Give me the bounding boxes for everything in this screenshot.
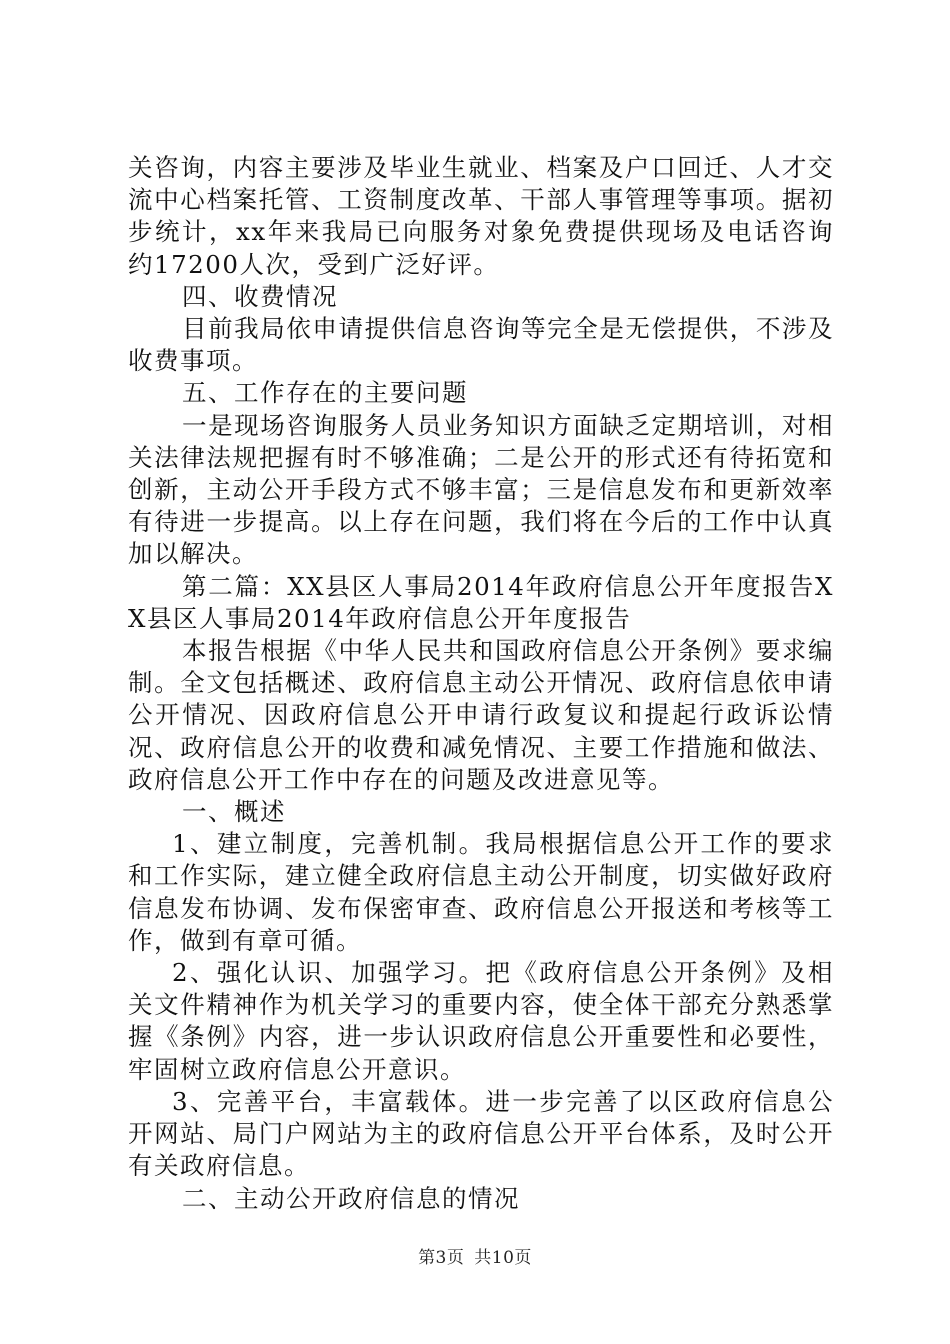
paragraph-report-intro: 本报告根据《中华人民共和国政府信息公开条例》要求编制。全文包括概述、政府信息主动公开情况、政府信息依申请公开情况、因政府信息公开申请行政复议和提起行政诉讼情况、政府信息公开的收费和减免情况、主要工作措施和做法、政府信息公开工作中存在的问题及改进意见等。 — [128, 636, 834, 794]
heading-second-report: 第二篇：XX县区人事局2014年政府信息公开年度报告XX县区人事局2014年政府信息公开年度报告 — [128, 571, 834, 633]
document-body — [128, 152, 834, 1215]
paragraph-item-3: 3、完善平台，丰富载体。进一步完善了以区政府信息公开网站、局门户网站为主的政府信息公开平台体系，及时公开有关政府信息。 — [128, 1086, 834, 1181]
heading-overview: 一、概述 — [182, 797, 286, 827]
paragraph-main-problems: 一是现场咨询服务人员业务知识方面缺乏定期培训，对相关法律法规把握有时不够准确；二是公开的形式还有待拓宽和创新，主动公开手段方式不够丰富；三是信息发布和更新效率有待进一步提高。以上存在问题，我们将在今后的工作中认真加以解决。 — [128, 410, 834, 569]
page-total: 共10页 — [474, 1248, 532, 1268]
heading-proactive-disclosure: 二、主动公开政府信息的情况 — [182, 1183, 520, 1213]
paragraph-item-2: 2、强化认识、加强学习。把《政府信息公开条例》及相关文件精神作为机关学习的重要内容，使全体干部充分熟悉掌握《条例》内容，进一步认识政府信息公开重要性和必要性，牢固树立政府信息公开意识。 — [128, 958, 834, 1084]
paragraph-fees: 目前我局依申请提供信息咨询等完全是无偿提供，不涉及收费事项。 — [128, 314, 834, 376]
paragraph-consultation-summary: 关咨询，内容主要涉及毕业生就业、档案及户口回迁、人才交流中心档案托管、工资制度改革、干部人事管理等事项。据初步统计，xx年来我局已向服务对象免费提供现场及电话咨询约17200人次，受到广泛好评。 — [128, 153, 834, 279]
page-footer — [0, 1243, 950, 1268]
paragraph-item-1: 1、建立制度，完善机制。我局根据信息公开工作的要求和工作实际，建立健全政府信息主动公开制度，切实做好政府信息发布协调、发布保密审查、政府信息公开报送和考核等工作，做到有章可循。 — [128, 829, 834, 955]
heading-main-problems: 五、工作存在的主要问题 — [182, 378, 468, 408]
heading-fees: 四、收费情况 — [182, 281, 338, 311]
page-number: 第3页 — [418, 1248, 465, 1268]
